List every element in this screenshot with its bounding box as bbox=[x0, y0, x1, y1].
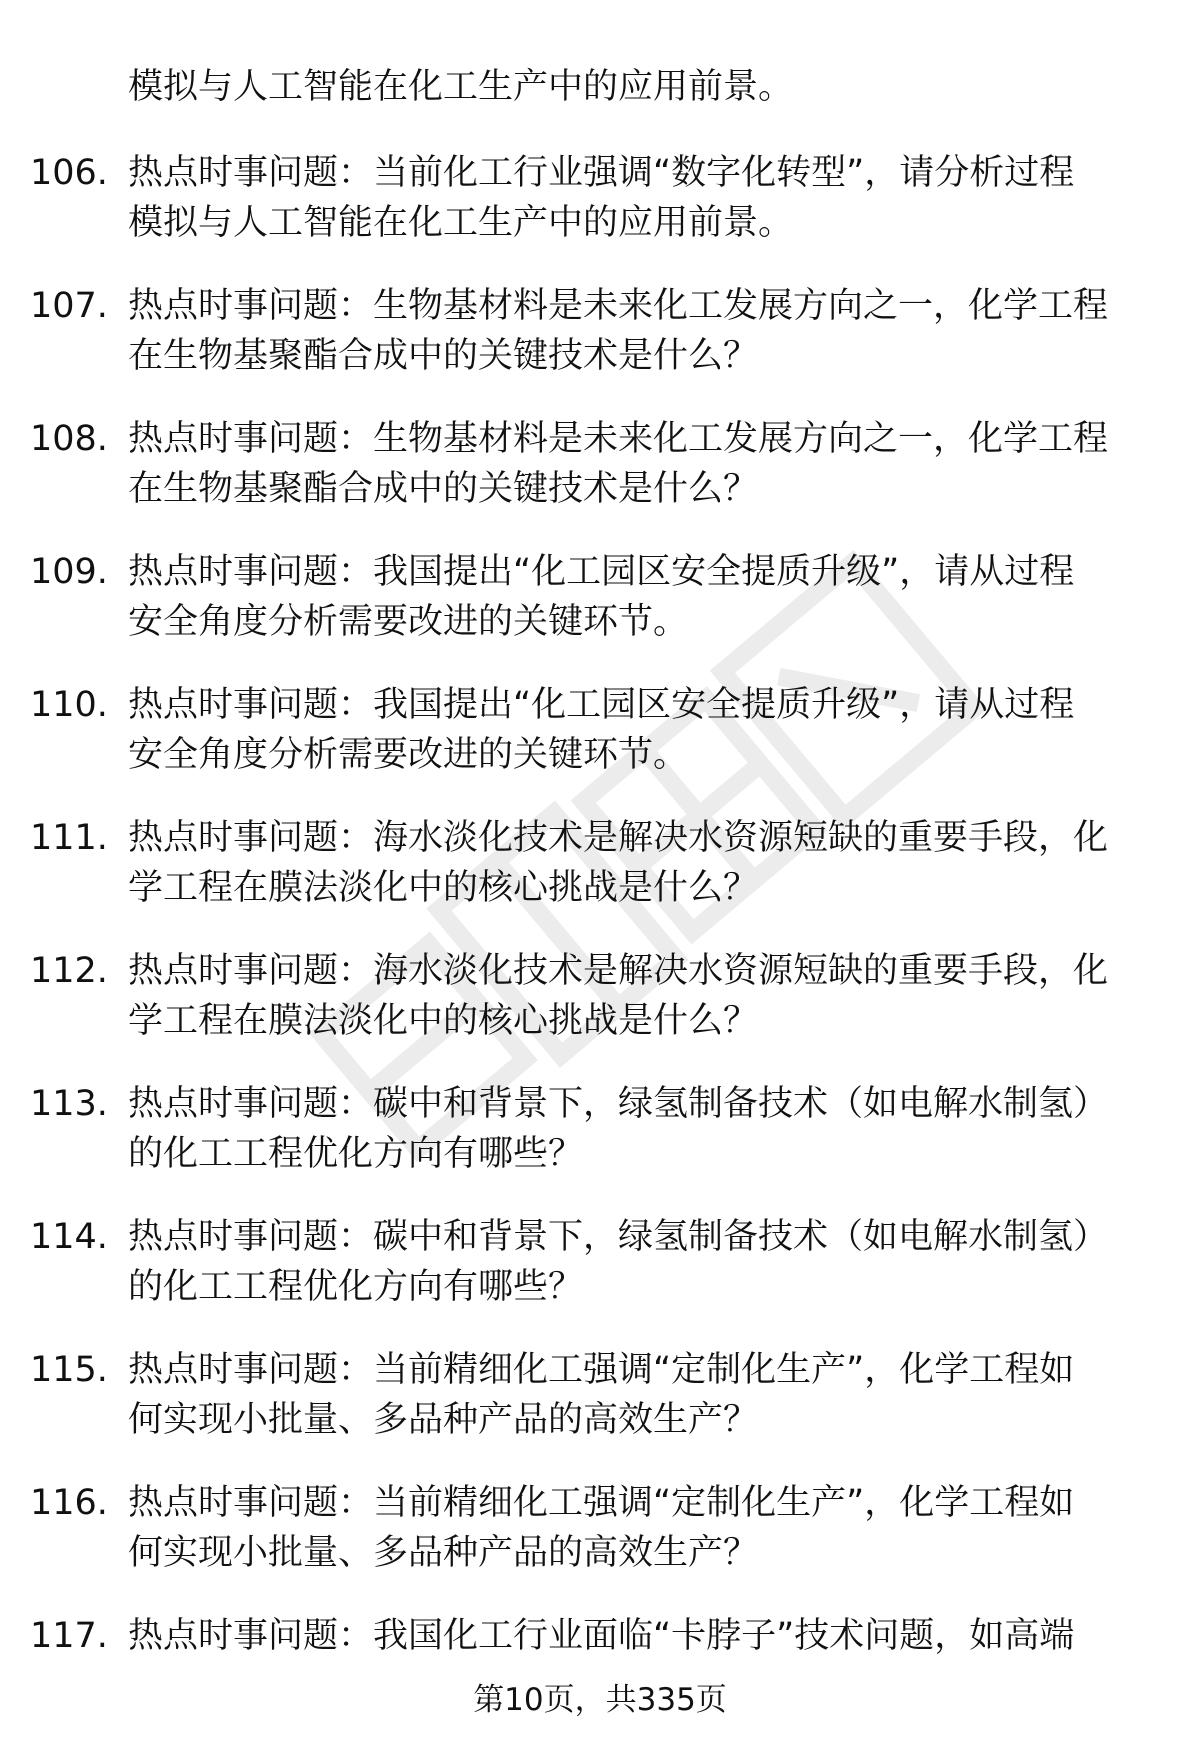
question-item bbox=[0, 281, 1200, 381]
question-text-line: 热点时事问题：生物基材料是未来化工发展方向之一，化学工程 bbox=[128, 286, 1109, 326]
question-text-line: 学工程在膜法淡化中的核心挑战是什么？ bbox=[128, 1001, 759, 1041]
question-text-line: 热点时事问题：我国化工行业面临“卡脖子”技术问题，如高端 bbox=[128, 1616, 1075, 1656]
question-number: 117. bbox=[30, 1616, 108, 1656]
question-text-line: 的化工工程优化方向有哪些？ bbox=[128, 1267, 584, 1307]
question-list bbox=[0, 148, 1200, 1694]
question-text-line: 热点时事问题：生物基材料是未来化工发展方向之一，化学工程 bbox=[128, 419, 1109, 459]
question-item bbox=[0, 414, 1200, 514]
question-text-line: 热点时事问题：我国提出“化工园区安全提质升级”，请从过程 bbox=[128, 552, 1075, 592]
question-text-line: 何实现小批量、多品种产品的高效生产？ bbox=[128, 1400, 759, 1440]
question-number: 115. bbox=[30, 1350, 108, 1390]
question-number: 110. bbox=[30, 685, 108, 725]
question-item bbox=[0, 148, 1200, 248]
question-number: 114. bbox=[30, 1217, 108, 1257]
question-number: 111. bbox=[30, 818, 108, 858]
question-item bbox=[0, 946, 1200, 1046]
question-item bbox=[0, 1345, 1200, 1445]
question-text-line: 热点时事问题：海水淡化技术是解决水资源短缺的重要手段，化 bbox=[128, 951, 1109, 991]
question-text-line: 在生物基聚酯合成中的关键技术是什么？ bbox=[128, 469, 759, 509]
question-text-line: 热点时事问题：碳中和背景下，绿氢制备技术（如电解水制氢） bbox=[128, 1084, 1109, 1124]
question-number: 106. bbox=[30, 153, 108, 193]
page-footer: 第10页，共335页 bbox=[473, 1682, 727, 1718]
question-text-line: 模拟与人工智能在化工生产中的应用前景。 bbox=[128, 203, 794, 243]
question-text-line: 热点时事问题：当前精细化工强调“定制化生产”，化学工程如 bbox=[128, 1483, 1075, 1523]
question-number: 113. bbox=[30, 1084, 108, 1124]
question-item bbox=[0, 1079, 1200, 1179]
question-item bbox=[0, 547, 1200, 647]
question-item bbox=[0, 680, 1200, 780]
question-number: 116. bbox=[30, 1483, 108, 1523]
question-text-line: 安全角度分析需要改进的关键环节。 bbox=[128, 735, 689, 775]
question-number: 107. bbox=[30, 286, 108, 326]
question-text-line: 的化工工程优化方向有哪些？ bbox=[128, 1134, 584, 1174]
question-number: 112. bbox=[30, 951, 108, 991]
question-number: 109. bbox=[30, 552, 108, 592]
question-text-line: 热点时事问题：当前精细化工强调“定制化生产”，化学工程如 bbox=[128, 1350, 1075, 1390]
question-text-line: 何实现小批量、多品种产品的高效生产？ bbox=[128, 1533, 759, 1573]
question-item bbox=[0, 813, 1200, 913]
question-item-partial bbox=[0, 1611, 1200, 1661]
question-text-line: 热点时事问题：碳中和背景下，绿氢制备技术（如电解水制氢） bbox=[128, 1217, 1109, 1257]
question-text-line: 学工程在膜法淡化中的核心挑战是什么？ bbox=[128, 868, 759, 908]
continuation-text: 模拟与人工智能在化工生产中的应用前景。 bbox=[128, 67, 794, 107]
question-text-line: 热点时事问题：当前化工行业强调“数字化转型”，请分析过程 bbox=[128, 153, 1075, 193]
question-number: 108. bbox=[30, 419, 108, 459]
question-text-line: 安全角度分析需要改进的关键环节。 bbox=[128, 602, 689, 642]
question-item bbox=[0, 1478, 1200, 1578]
question-item bbox=[0, 1212, 1200, 1312]
question-text-line: 在生物基聚酯合成中的关键技术是什么？ bbox=[128, 336, 759, 376]
question-text-line: 热点时事问题：我国提出“化工园区安全提质升级”，请从过程 bbox=[128, 685, 1075, 725]
question-text-line: 热点时事问题：海水淡化技术是解决水资源短缺的重要手段，化 bbox=[128, 818, 1109, 858]
